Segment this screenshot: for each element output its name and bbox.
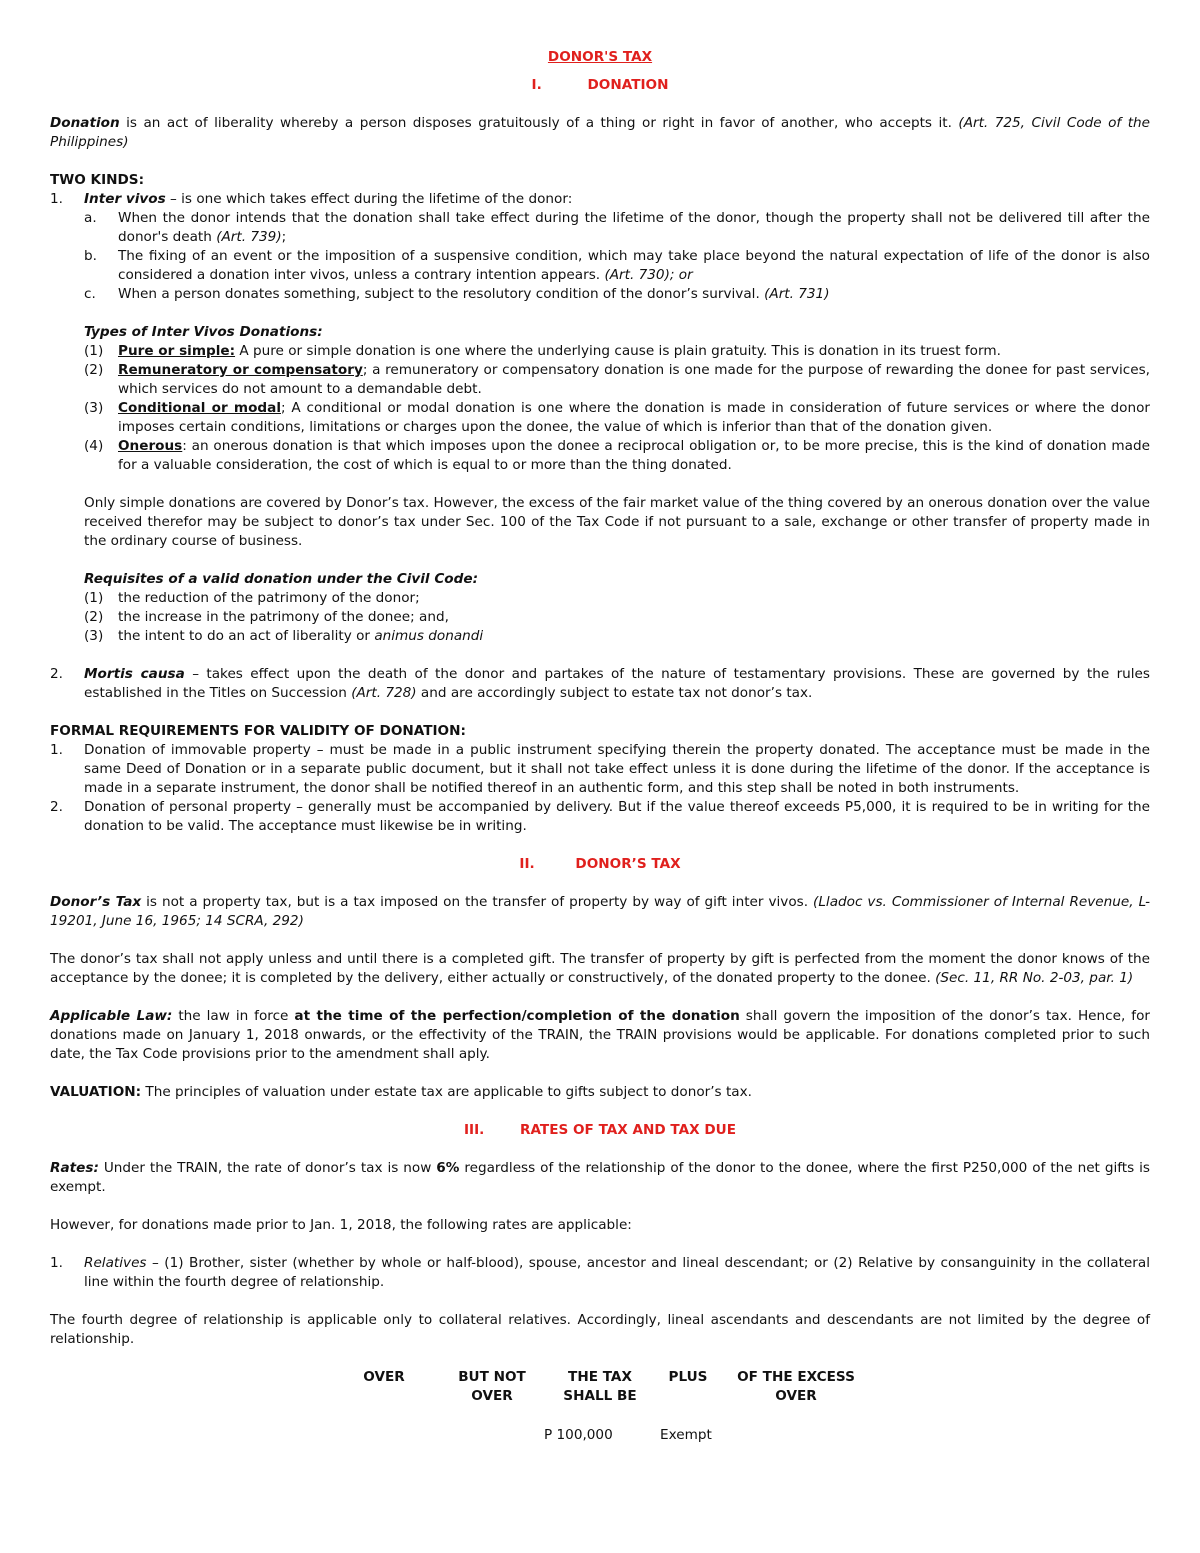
section-2-heading: II. DONOR’S TAX — [519, 856, 681, 872]
table-header-row — [330, 1368, 870, 1406]
prior-rates-paragraph: However, for donations made prior to Jan. 1, 2018, the following rates are applicable: — [50, 1217, 632, 1233]
table-cell: P 100,000 — [544, 1427, 613, 1443]
requisite-item: (3) the intent to do an act of liberality or animus donandi — [84, 628, 484, 644]
column-header: OF THE EXCESS OVER — [737, 1369, 855, 1404]
formal-requirements-heading: FORMAL REQUIREMENTS FOR VALIDITY OF DONATION: — [50, 723, 466, 739]
types-heading: Types of Inter Vivos Donations: — [84, 324, 323, 340]
fourth-degree-paragraph: The fourth degree of relationship is applicable only to collateral relatives. Accordingly, lineal ascendants and descendants are not limited by the degree of relationship. — [50, 1312, 1150, 1347]
column-header: BUT NOT OVER — [458, 1369, 526, 1404]
formal-item: 1. Donation of immovable property – must be made in a public instrument specifying therein the property donated. The acceptance must be made in the same Deed of Donation or in a separate public document, but it shall not take effect unless it is done during the lifetime of the donor. If the acceptance is made in a separate instrument, the donor shall be notified thereof in an authentic form, and this step shall be noted in both instruments. — [50, 742, 1150, 796]
completed-gift-paragraph: The donor’s tax shall not apply unless and until there is a completed gift. The transfer of property by gift is perfected from the moment the donor knows of the acceptance by the donee; it is completed by the delivery, either actually or constructively, of the donated property to the donee. (Sec. 11, RR No. 2-03, par. 1) — [50, 951, 1150, 986]
tax-rate-table — [330, 1368, 870, 1406]
document-title: DONOR'S TAX — [547, 49, 653, 65]
kind-inter-vivos: 1. Inter vivos – is one which takes effect during the lifetime of the donor: — [50, 191, 573, 207]
type-item: (3) Conditional or modal; A conditional or modal donation is one where the donation is made in consideration of future services or where the donor imposes certain conditions, limitations or charges upon the donee, the value of which is inferior than that of the donation given. — [84, 400, 1150, 435]
donation-definition: Donation is an act of liberality whereby a person disposes gratuitously of a thing or right in favor of another, who accepts it. (Art. 725, Civil Code of the Philippines) — [50, 115, 1151, 150]
column-header: OVER — [363, 1369, 405, 1385]
column-header: THE TAX SHALL BE — [563, 1369, 637, 1404]
donors-tax-definition: Donor’s Tax is not a property tax, but is a tax imposed on the transfer of property by way of gift inter vivos. (Lladoc vs. Commissioner of Internal Revenue, L-19201, June 16, 1965; 14 SCRA, 292) — [50, 894, 1150, 929]
only-simple-paragraph: Only simple donations are covered by Donor’s tax. However, the excess of the fair market value of the thing covered by an onerous donation over the value received therefor may be subject to donor’s tax under Sec. 100 of the Tax Code if not pursuant to a sale, exchange or other transfer of property made in the ordinary course of business. — [84, 495, 1150, 549]
section-3-heading: III. RATES OF TAX AND TAX DUE — [463, 1122, 736, 1138]
table-row — [50, 1426, 1150, 1445]
applicable-law-paragraph: Applicable Law: the law in force at the time of the perfection/completion of the donation shall govern the imposition of the donor’s tax. Hence, for donations made on January 1, 2018 onwards, or the effectivity of the TRAIN, the TRAIN provisions would be applicable. For donations completed prior to such date, the Tax Code provisions prior to the amendment shall aply. — [50, 1008, 1150, 1062]
requisite-item: (1) the reduction of the patrimony of the donor; — [84, 590, 420, 606]
requisite-item: (2) the increase in the patrimony of the donee; and, — [84, 609, 449, 625]
relatives-item: 1. Relatives – (1) Brother, sister (whether by whole or half-blood), spouse, ancestor and lineal descendant; or (2) Relative by consanguinity in the collateral line within the fourth degree of relationship. — [50, 1255, 1150, 1290]
two-kinds-heading: TWO KINDS: — [50, 172, 145, 188]
type-item: (4) Onerous: an onerous donation is that which imposes upon the donee a reciprocal obligation or, to be more precise, this is the kind of donation made for a valuable consideration, the cost of which is equal to or more than the thing donated. — [84, 438, 1150, 473]
type-item: (1) Pure or simple: A pure or simple donation is one where the underlying cause is plain gratuity. This is donation in its truest form. — [84, 343, 1001, 359]
column-header: PLUS — [668, 1369, 708, 1385]
requisites-heading: Requisites of a valid donation under the Civil Code: — [84, 571, 479, 587]
table-cell: Exempt — [660, 1427, 712, 1443]
type-item: (2) Remuneratory or compensatory; a remuneratory or compensatory donation is one made for the purpose of rewarding the donee for past services, which services do not amount to a demandable debt. — [84, 362, 1151, 397]
inter-vivos-item-a: a. When the donor intends that the donation shall take effect during the lifetime of the donor, though the property shall not be delivered till after the donor's death (Art. 739); — [84, 210, 1150, 245]
inter-vivos-item-c: c. When a person donates something, subject to the resolutory condition of the donor’s survival. (Art. 731) — [84, 286, 830, 302]
section-1-heading: I. DONATION — [531, 77, 669, 93]
formal-item: 2. Donation of personal property – generally must be accompanied by delivery. But if the value thereof exceeds P5,000, it is required to be in writing for the donation to be valid. The acceptance must likewise be in writing. — [50, 799, 1150, 834]
kind-mortis-causa: 2. Mortis causa – takes effect upon the death of the donor and partakes of the nature of testamentary provisions. These are governed by the rules established in the Titles on Succession (Art. 728) and are accordingly subject to estate tax not donor’s tax. — [50, 666, 1151, 701]
valuation-paragraph: VALUATION: The principles of valuation under estate tax are applicable to gifts subject to donor’s tax. — [50, 1084, 752, 1100]
inter-vivos-item-b: b. The fixing of an event or the imposition of a suspensive condition, which may take place beyond the natural expectation of life of the donor is also considered a donation inter vivos, unless a contrary intention appears. (Art. 730); or — [84, 248, 1150, 283]
rates-paragraph: Rates: Under the TRAIN, the rate of donor’s tax is now 6% regardless of the relationship of the donor to the donee, where the first P250,000 of the net gifts is exempt. — [50, 1160, 1151, 1195]
